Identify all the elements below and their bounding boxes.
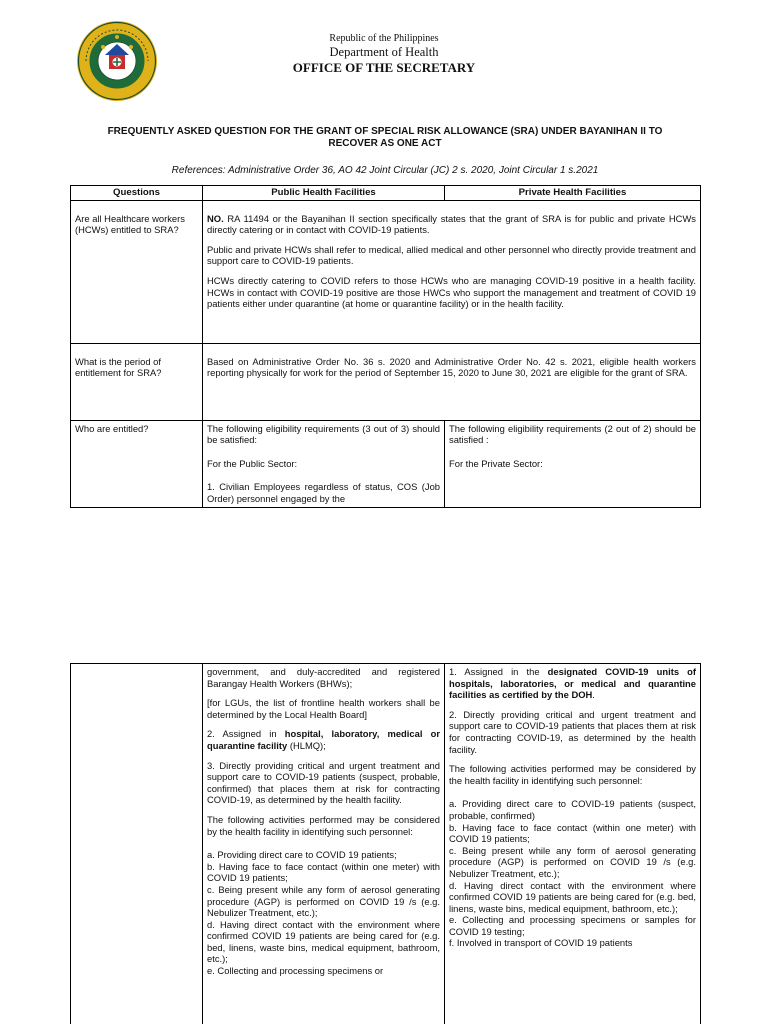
table-row <box>71 343 701 420</box>
list-item: a. Providing direct care to COVID 19 patients; <box>207 849 397 861</box>
page-2-viewport <box>0 640 768 1024</box>
question-cell <box>71 343 203 420</box>
answer-text: RA 11494 or the Bayanihan II section specifically states that the grant of SRA is for public and private HCWs directly catering or in contact with COVID-19 patients. <box>207 212 696 236</box>
table-header-row <box>71 186 701 201</box>
list-item: c. Being present while any form of aerosol generating procedure (AGP) is performed on COVID 19 /s (e.g. Nebulizer Treatment, etc.); <box>449 844 696 879</box>
header-republic: Republic of the Philippines <box>329 33 439 44</box>
faq-table <box>70 185 701 508</box>
list-item: f. Involved in transport of COVID 19 patients <box>449 937 633 949</box>
list-item: b. Having face to face contact (within one meter) with COVID 19 patients; <box>449 821 696 845</box>
document-title <box>70 126 700 150</box>
private-paragraph: For the Private Sector: <box>449 457 543 469</box>
public-paragraph: [for LGUs, the list of frontline health workers shall be determined by the Local Health Board] <box>207 697 440 720</box>
answer-paragraph <box>207 213 696 236</box>
table-row <box>71 200 701 343</box>
header-public: Public Health Facilities <box>203 186 445 201</box>
question-cell <box>71 200 203 343</box>
question-cell <box>71 664 203 1024</box>
private-paragraph: 2. Directly providing critical and urgent treatment and support care to COVID-19 patients that places them at risk for contracting COVID-19, as determined by the health facility. <box>449 708 696 755</box>
private-activity-list <box>449 798 696 949</box>
public-paragraph: 3. Directly providing critical and urgent treatment and support care to COVID-19 patients (suspect, probable, confirmed) that places them at risk for contracting COVID-19, as determined by the health facility. <box>207 759 440 806</box>
private-paragraph <box>449 666 696 701</box>
public-text-bold: hospital, laboratory, medical or quarantine facility <box>207 728 441 751</box>
answer-no: NO. <box>207 212 224 224</box>
page-gap <box>0 560 768 640</box>
private-text: . <box>592 689 595 701</box>
title-line-1: FREQUENTLY ASKED QUESTION FOR THE GRANT OF SPECIAL RISK ALLOWANCE (SRA) UNDER BAYANIHAN II TO <box>107 126 663 137</box>
answer-paragraph: HCWs directly catering to COVID refers to those HCWs who are managing COVID-19 positive in a health facility. HCWs in contact with COVID-19 positive are those HWCs who support the management and treatment of COVID 19 patients either under quarantine (at home or quarantine facility) or in the health facility. <box>207 274 696 310</box>
public-paragraph: 1. Civilian Employees regardless of status, COS (Job Order) personnel engaged by the <box>207 481 440 504</box>
public-paragraph: The following activities performed may be considered by the health facility in identifying such personnel: <box>207 813 440 837</box>
private-paragraph: The following eligibility requirements (2 out of 2) should be satisfied : <box>449 422 696 446</box>
list-item: d. Having direct contact with the environment where confirmed COVID 19 patients are being cared for (e.g. bed, linens, waste bins, medical equipment, bathroom, etc.); <box>449 879 696 914</box>
list-item: d. Having direct contact with the environment where confirmed COVID 19 patients are being cared for (e.g. bed, linens, waste bins, medical equipment, bathroom, etc.); <box>207 918 440 965</box>
question-text: What is the period of entitlement for SRA? <box>75 355 162 379</box>
public-paragraph <box>207 728 440 751</box>
header-department: Department of Health <box>329 45 439 59</box>
public-activity-list <box>207 849 440 977</box>
header-office: OFFICE OF THE SECRETARY <box>292 60 476 75</box>
private-cell <box>445 664 701 1024</box>
list-item: b. Having face to face contact (within one meter) with COVID 19 patients; <box>207 860 440 884</box>
table-row <box>71 664 701 1024</box>
public-cell <box>203 664 445 1024</box>
public-text: (HLMQ); <box>287 739 326 751</box>
table-row <box>71 420 701 507</box>
page-2 <box>0 640 768 1024</box>
list-item: a. Providing direct care to COVID-19 patients (suspect, probable, confirmed) <box>449 798 696 821</box>
private-text-bold: designated COVID-19 units of hospitals, laboratories, or medical and quarantine facilities as certified by the DOH <box>449 666 696 701</box>
private-paragraph: The following activities performed may be considered by the health facility in identifying such personnel: <box>449 763 696 786</box>
faq-table-continued <box>70 663 701 1024</box>
question-cell <box>71 420 203 507</box>
list-item: c. Being present while any form of aerosol generating procedure (AGP) is performed on COVID 19 /s (e.g. Nebulizer Treatment, etc.); <box>207 883 440 919</box>
list-item: e. Collecting and processing specimens or samples for COVID 19 testing; <box>449 914 696 937</box>
title-line-2: RECOVER AS ONE ACT <box>328 138 442 149</box>
header-questions: Questions <box>71 186 203 201</box>
public-paragraph: The following eligibility requirements (3 out of 3) should be satisfied: <box>207 422 440 446</box>
public-paragraph: For the Public Sector: <box>207 457 298 469</box>
private-text: 1. Assigned in the <box>449 666 548 677</box>
public-text: 2. Assigned in <box>207 728 285 740</box>
private-cell <box>445 420 701 507</box>
references-line: References: Administrative Order 36, AO 42 Joint Circular (JC) 2 s. 2020, Joint Circular 1 s.2021 <box>171 165 599 176</box>
question-text: Who are entitled? <box>75 422 149 434</box>
public-cell <box>203 420 445 507</box>
list-item: e. Collecting and processing specimens or <box>207 965 384 977</box>
header-private: Private Health Facilities <box>445 186 701 201</box>
question-text: Are all Healthcare workers (HCWs) entitled to SRA? <box>75 212 185 236</box>
public-paragraph: government, and duly-accredited and registered Barangay Health Workers (BHWs); <box>207 666 440 689</box>
answer-text: Based on Administrative Order No. 36 s. 2020 and Administrative Order No. 42 s. 2021, eligible health workers reporting physically for work for the period of September 15, 2020 to June 30, 2021 are eligible for the grant of SRA. <box>207 355 696 379</box>
answer-cell <box>203 343 701 420</box>
answer-paragraph: Public and private HCWs shall refer to medical, allied medical and other personnel who directly provide treatment and support care to COVID-19 patients. <box>207 243 696 267</box>
answer-cell <box>203 200 701 343</box>
